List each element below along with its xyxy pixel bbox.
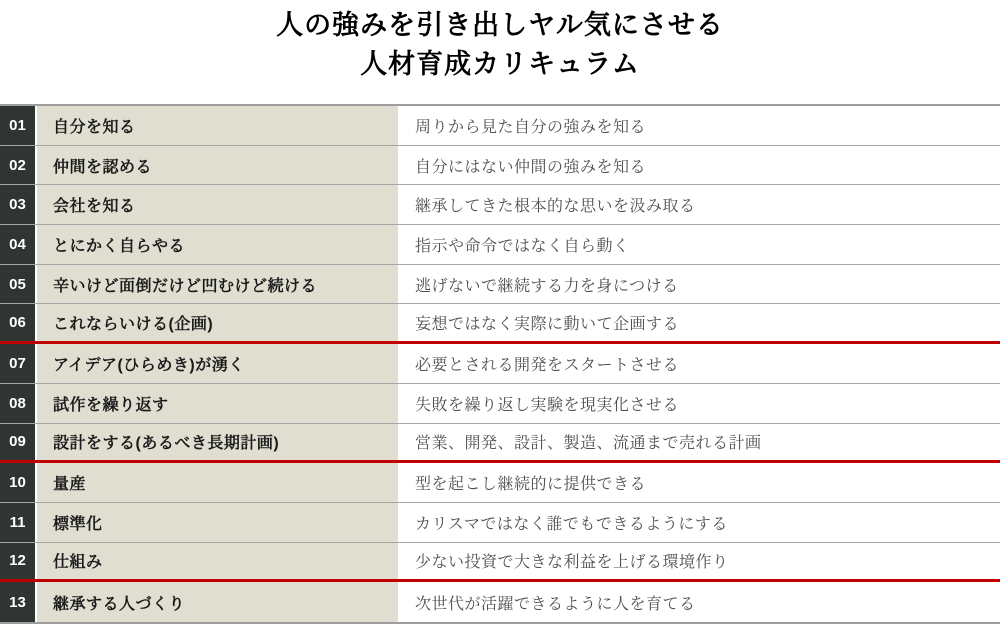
row-number: 13	[0, 582, 37, 622]
table-row	[0, 225, 1000, 265]
row-number: 12	[0, 543, 37, 580]
table-row	[0, 384, 1000, 424]
table-row	[0, 582, 1000, 622]
table-row	[0, 424, 1000, 464]
row-description: 妄想ではなく実際に動いて企画する	[398, 304, 1000, 341]
row-title: 継承する人づくり	[37, 582, 398, 622]
row-number: 03	[0, 185, 37, 224]
table-row	[0, 543, 1000, 583]
row-description: 必要とされる開発をスタートさせる	[398, 344, 1000, 383]
row-description: カリスマではなく誰でもできるようにする	[398, 503, 1000, 542]
row-number: 08	[0, 384, 37, 423]
row-description: 型を起こし継続的に提供できる	[398, 463, 1000, 502]
row-description: 継承してきた根本的な思いを汲み取る	[398, 185, 1000, 224]
row-number: 09	[0, 424, 37, 461]
table-row	[0, 185, 1000, 225]
row-title: アイデア(ひらめき)が湧く	[37, 344, 398, 383]
table-row	[0, 146, 1000, 186]
row-description: 失敗を繰り返し実験を現実化させる	[398, 384, 1000, 423]
row-title: 仲間を認める	[37, 146, 398, 185]
row-title: とにかく自らやる	[37, 225, 398, 264]
row-description: 逃げないで継続する力を身につける	[398, 265, 1000, 304]
table-row	[0, 265, 1000, 305]
row-description: 次世代が活躍できるように人を育てる	[398, 582, 1000, 622]
row-description: 営業、開発、設計、製造、流通まで売れる計画	[398, 424, 1000, 461]
page-title-line-2: 人材育成カリキュラム	[360, 49, 640, 79]
row-title: 設計をする(あるべき長期計画)	[37, 424, 398, 461]
row-title: 量産	[37, 463, 398, 502]
page-header	[0, 0, 1000, 104]
table-row	[0, 106, 1000, 146]
row-title: これならいける(企画)	[37, 304, 398, 341]
row-title: 自分を知る	[37, 106, 398, 145]
row-number: 11	[0, 503, 37, 542]
row-title: 標準化	[37, 503, 398, 542]
row-title: 仕組み	[37, 543, 398, 580]
table-row	[0, 503, 1000, 543]
row-number: 01	[0, 106, 37, 145]
page-title-line-1: 人の強みを引き出しヤル気にさせる	[276, 10, 724, 40]
row-number: 02	[0, 146, 37, 185]
row-title: 会社を知る	[37, 185, 398, 224]
curriculum-table	[0, 104, 1000, 624]
row-number: 04	[0, 225, 37, 264]
row-description: 自分にはない仲間の強みを知る	[398, 146, 1000, 185]
row-description: 周りから見た自分の強みを知る	[398, 106, 1000, 145]
row-number: 10	[0, 463, 37, 502]
row-title: 試作を繰り返す	[37, 384, 398, 423]
table-row	[0, 344, 1000, 384]
row-number: 07	[0, 344, 37, 383]
row-description: 指示や命令ではなく自ら動く	[398, 225, 1000, 264]
row-title: 辛いけど面倒だけど凹むけど続ける	[37, 265, 398, 304]
row-number: 05	[0, 265, 37, 304]
table-row	[0, 304, 1000, 344]
row-description: 少ない投資で大きな利益を上げる環境作り	[398, 543, 1000, 580]
table-row	[0, 463, 1000, 503]
row-number: 06	[0, 304, 37, 341]
